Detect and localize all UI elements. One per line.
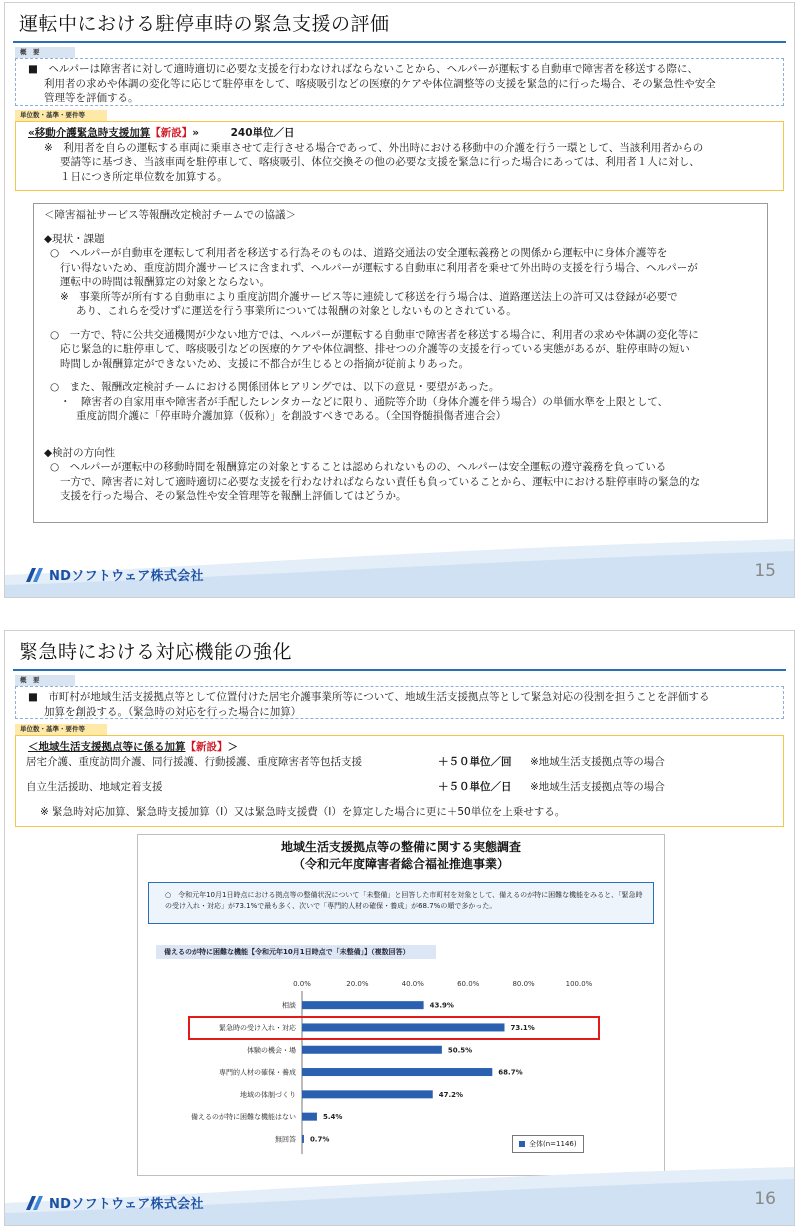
- units-box: [15, 121, 784, 191]
- discussion-title: ＜障害福祉サービス等報酬改定検討チームでの協議＞: [44, 209, 296, 221]
- page-number: 15: [754, 561, 776, 581]
- x-tick-label: 40.0%: [401, 980, 424, 988]
- overview-line: 加算を創設する。（緊急時の対応を行った場合に加算）: [44, 705, 302, 718]
- slide-16: [4, 630, 795, 1226]
- current-p3-line: ・ 障害者の自家用車や障害者が手配したレンタカーなどに限り、通院等介助（身体介護を伴う場合）の単価水準を上限として、: [60, 395, 669, 408]
- data-label: 0.7%: [309, 1135, 330, 1144]
- direction-line: 一方で、障害者に対して適時適切に必要な支援を行わなければならない責任も負っていることから、運転中における駐停車時の緊急的な: [60, 475, 701, 488]
- units-row-service: 自立生活援助、地域定着支援: [26, 780, 163, 793]
- current-p2-line: ○ 一方で、特に公共交通機関が少ない地方では、ヘルパーが運転する自動車で障害者を移送する場合に、利用者の求めや体調の変化等に: [50, 328, 699, 341]
- slide-15: [4, 2, 795, 598]
- current-p3-line: ○ また、報酬改定検討チームにおける関係団体ヒアリングでは、以下の意見・要望があった。: [50, 381, 500, 393]
- x-tick-label: 100.0%: [565, 980, 593, 988]
- x-tick-label: 80.0%: [512, 980, 535, 988]
- units-row-note: ※地域生活支援拠点等の場合: [530, 780, 665, 793]
- nd-logo-icon: [25, 567, 45, 583]
- current-p3-line: 重度訪問介護に「停車時介護加算（仮称）」を創設すべきである。（全国脊髄損傷者連合会）: [76, 410, 507, 422]
- company-name: NDソフトウェア株式会社: [49, 1197, 204, 1212]
- x-tick-label: 0.0%: [293, 980, 311, 988]
- overview-line: 利用者の求めや体調の変化等に応じて駐停車をして、喀痰吸引などの医療的ケアや体位調整等の支援を緊急的に行った場合、その緊急性や安全: [44, 77, 716, 90]
- slide-title: 運転中における駐停車時の緊急支援の評価: [19, 13, 390, 35]
- discussion-box: [33, 203, 768, 523]
- chart-note-line: の受け入れ・対応」が73.1%で最も多く、次いで「専門的人材の確保・養成」が68.7%の順で多かった。: [165, 902, 497, 910]
- bar: [302, 1046, 442, 1054]
- category-label: 地域の体制づくり: [240, 1090, 296, 1099]
- overview-line: ■ ヘルパーは障害者に対して適時適切に必要な支援を行わなければならないことから、ヘルパーが運転する自動車で障害者を移送する際に、: [28, 63, 698, 75]
- data-label: 47.2%: [438, 1090, 464, 1099]
- chart-legend: [512, 1135, 584, 1153]
- chart-title: 地域生活支援拠点等の整備に関する実態調査: [280, 840, 521, 854]
- current-p1-line: 行い得ないため、重度訪問介護サービスに含まれず、ヘルパーが運転する自動車に利用者を乗せて外出時の支援を行う場合、ヘルパーが: [60, 261, 698, 274]
- addition-name: «移動介護緊急時支援加算: [28, 127, 151, 139]
- category-label: 無回答: [275, 1135, 296, 1144]
- current-p1-line: ※ 事業所等が所有する自動車により重度訪問介護サービス等に連続して移送を行う場合は、道路運送法上の許可又は登録が必要で: [60, 290, 678, 303]
- slide-title: 緊急時における対応機能の強化: [19, 641, 293, 663]
- addition-name: ＜地域生活支援拠点等に係る加算: [28, 741, 186, 753]
- units-heading: [28, 740, 775, 755]
- data-label: 50.5%: [447, 1046, 473, 1055]
- page-number: 16: [754, 1189, 776, 1209]
- units-row-value: ＋５０単位／回: [438, 755, 512, 768]
- overview-tag: 概 要: [15, 47, 75, 58]
- highlight-box: [188, 1016, 600, 1040]
- category-label: 緊急時の受け入れ・対応: [219, 1023, 296, 1032]
- overview-box: [15, 58, 784, 106]
- new-badge: 【新設】: [185, 741, 228, 753]
- units-row: [28, 780, 775, 795]
- nd-logo-icon: [25, 1195, 45, 1211]
- data-label: 5.4%: [322, 1113, 343, 1122]
- units-box: [15, 735, 784, 827]
- units-row-service: 居宅介護、重度訪問介護、同行援護、行動援護、重度障害者等包括支援: [26, 755, 362, 768]
- direction-line: ○ ヘルパーが運転中の移動時間を報酬算定の対象とすることは認められないものの、ヘルパーは安全運転の遵守義務を負っている: [50, 461, 667, 473]
- data-label: 73.1%: [510, 1023, 535, 1032]
- data-label: 43.9%: [429, 1001, 454, 1010]
- units-note: ※ 緊急時対応加算、緊急時支援加算（Ⅰ）又は緊急時支援費（Ⅰ）を算定した場合に更に＋50単位を上乗せする。: [40, 805, 566, 818]
- units-row-note: ※地域生活支援拠点等の場合: [530, 755, 665, 768]
- bar: [302, 1001, 424, 1009]
- bar: [302, 1068, 492, 1076]
- bar-chart: [138, 835, 666, 1177]
- bar: [302, 1090, 433, 1098]
- units-row-value: ＋５０単位／日: [438, 780, 512, 793]
- current-p2-line: 応じ緊急的に駐停車して、喀痰吸引などの医療的ケアや体位調整、排せつの介護等の支援を行っている実態があるが、駐停車時の短い: [60, 343, 690, 355]
- chart-subtitle: （令和元年度障害者総合福祉推進事業）: [292, 857, 509, 871]
- bar: [302, 1135, 304, 1143]
- company-logo: [25, 565, 204, 584]
- legend-swatch: [519, 1141, 525, 1147]
- units-tag: 単位数・基準・要件等: [15, 724, 107, 735]
- x-tick-label: 20.0%: [346, 980, 369, 988]
- overview-line: 管理等を評価する。: [44, 92, 139, 104]
- units-line: １日につき所定単位数を加算する。: [60, 170, 228, 183]
- category-label: 専門的人材の確保・養成: [219, 1068, 296, 1077]
- units-heading: [28, 126, 775, 141]
- bar: [302, 1113, 317, 1121]
- current-p1-line: 運転中の時間は報酬算定の対象とならない。: [60, 276, 270, 288]
- new-badge: 【新設】: [150, 127, 193, 139]
- company-name: NDソフトウェア株式会社: [49, 569, 204, 584]
- units-line: ※ 利用者を自らの運転する車両に乗車させて走行させる場合であって、外出時における移動中の介護を行う一環として、当該利用者からの: [44, 141, 704, 154]
- category-label: 体験の機会・場: [247, 1046, 296, 1055]
- current-p1-line: ○ ヘルパーが自動車を運転して利用者を移送する行為そのものは、道路交通法の安全運転義務との関係から運転中に身体介護等を: [50, 247, 668, 259]
- direction-line: 支援を行った場合、その緊急性や安全管理等を報酬上評価してはどうか。: [60, 490, 407, 502]
- survey-chart-panel: [137, 834, 665, 1176]
- current-p1-line: あり、これらを受けずに運送を行う事業所については報酬の対象としないものとされている。: [76, 305, 517, 317]
- title-rule: [13, 669, 786, 671]
- category-label: 備えるのが特に困難な機能はない: [191, 1113, 296, 1122]
- title-rule: [13, 41, 786, 43]
- chart-note-line: ○ 令和元年10月1日時点における拠点等の整備状況について「未整備」と回答した市町村を対象として、備えるのが特に困難な機能をみると、「緊急時: [165, 891, 643, 899]
- units-row: [28, 755, 775, 770]
- legend-label: 全体(n=1146): [529, 1140, 577, 1148]
- addition-bracket: ＞: [227, 741, 238, 753]
- current-heading: ◆現状・課題: [44, 232, 105, 245]
- units-line: 要請等に基づき、当該車両を駐停車して、喀痰吸引、体位交換その他の必要な支援を緊急に行った場合にあっては、利用者１人に対し、: [60, 156, 700, 168]
- direction-heading: ◆検討の方向性: [44, 446, 116, 459]
- current-p2-line: 時間しか報酬算定ができないため、支援に不都合が生じるとの指摘が従前よりあった。: [60, 357, 469, 370]
- addition-units: » 240単位／日: [192, 127, 295, 139]
- units-tag: 単位数・基準・要件等: [15, 110, 107, 121]
- company-logo: [25, 1193, 204, 1212]
- overview-tag: 概 要: [15, 675, 75, 686]
- category-label: 相談: [282, 1001, 296, 1010]
- overview-line: ■ 市町村が地域生活支援拠点等として位置付けた居宅介護事業所等について、地域生活支援拠点等として緊急対応の役割を担うことを評価する: [28, 691, 710, 703]
- data-label: 68.7%: [498, 1068, 523, 1077]
- chart-subhead: 備えるのが特に困難な機能【令和元年10月1日時点で「未整備」】（複数回答）: [156, 945, 436, 959]
- x-tick-label: 60.0%: [457, 980, 480, 988]
- overview-box: [15, 686, 784, 719]
